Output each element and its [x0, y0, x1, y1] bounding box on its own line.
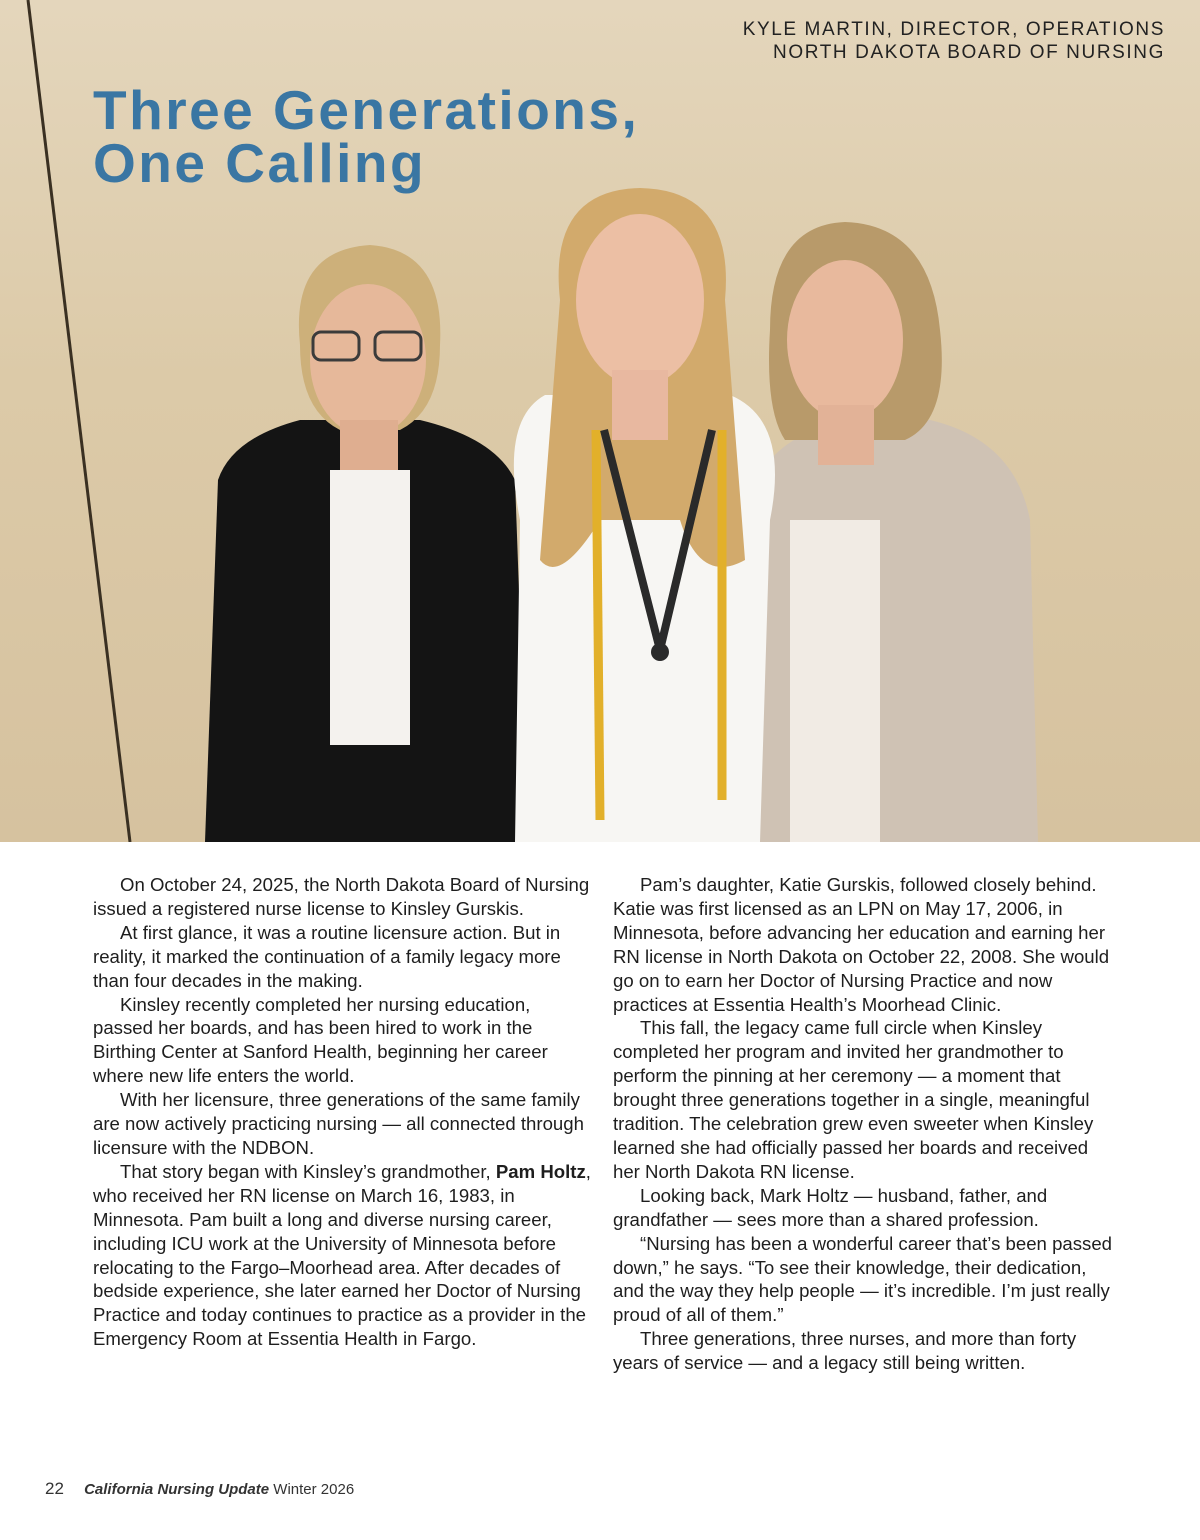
title-line-2: One Calling: [93, 132, 427, 194]
paragraph: “Nursing has been a wonderful career that’s been passed down,” he says. “To see their knowledge, their dedication, and the way they help people — it’s incredible. I’m just really proud of all of them.”: [613, 1232, 1113, 1326]
article-column-left: [93, 873, 595, 1351]
byline-organization: NORTH DAKOTA BOARD OF NURSING: [773, 42, 1165, 63]
paragraph: Kinsley recently completed her nursing education, passed her boards, and has been hired to work in the Birthing Center at Sanford Health, beginning her career where new life enters the world.: [93, 993, 548, 1087]
byline-author: KYLE MARTIN, DIRECTOR, OPERATIONS: [742, 19, 1165, 40]
kinsley-figure: [514, 188, 775, 842]
paragraph: This fall, the legacy came full circle when Kinsley completed her program and invited her grandmother to perform the pinning at her ceremony — a moment that brought three generations together in a single, meaningful tradition. The celebration grew even sweeter when Kinsley learned she had officially passed her boards and received her North Dakota RN license.: [613, 1017, 1094, 1182]
paragraph-text: , who received her RN license on March 16, 1983, in Minnesota. Pam built a long and diverse nursing career, including ICU work at the University of Minnesota before relocating to the Fargo–Moorhead area. After decades of bedside experience, she later earned her Doctor of Nursing Practice and today continues to practice as a provider in the Emergency Room at Essentia Health in Fargo.: [93, 1160, 591, 1350]
article-title: [93, 79, 640, 194]
byline: [743, 18, 1165, 64]
page-number: 22: [45, 1479, 64, 1498]
paragraph: With her licensure, three generations of the same family are now actively practicing nursing — all connected through licensure with the NDBON.: [93, 1089, 584, 1158]
paragraph: Looking back, Mark Holtz — husband, father, and grandfather — sees more than a shared profession.: [613, 1184, 1048, 1230]
paragraph: Pam’s daughter, Katie Gurskis, followed closely behind. Katie was first licensed as an LPN on May 17, 2006, in Minnesota, before advancing her education and earning her RN license in North Dakota on October 22, 2008. She would go on to earn her Doctor of Nursing Practice and now practices at Essentia Health’s Moorhead Clinic.: [613, 874, 1110, 1015]
name-highlight: Pam Holtz: [495, 1160, 586, 1182]
issue-date: Winter 2026: [273, 1481, 355, 1498]
page-footer: [45, 1479, 354, 1499]
paragraph: At first glance, it was a routine licensure action. But in reality, it marked the continuation of a family legacy more than four decades in the making.: [93, 921, 561, 991]
grandmother-figure: [205, 245, 528, 842]
title-line-1: Three Generations,: [93, 79, 640, 141]
paragraph: Three generations, three nurses, and more than forty years of service — and a legacy still being written.: [613, 1328, 1077, 1374]
paragraph: On October 24, 2025, the North Dakota Board of Nursing issued a registered nurse license to Kinsley Gurskis.: [93, 874, 590, 919]
magazine-name: California Nursing Update: [84, 1481, 270, 1498]
article-column-right: [613, 873, 1113, 1375]
paragraph: [93, 1160, 595, 1351]
mother-figure: [750, 222, 1038, 842]
paragraph-text: That story began with Kinsley’s grandmother,: [120, 1160, 496, 1182]
